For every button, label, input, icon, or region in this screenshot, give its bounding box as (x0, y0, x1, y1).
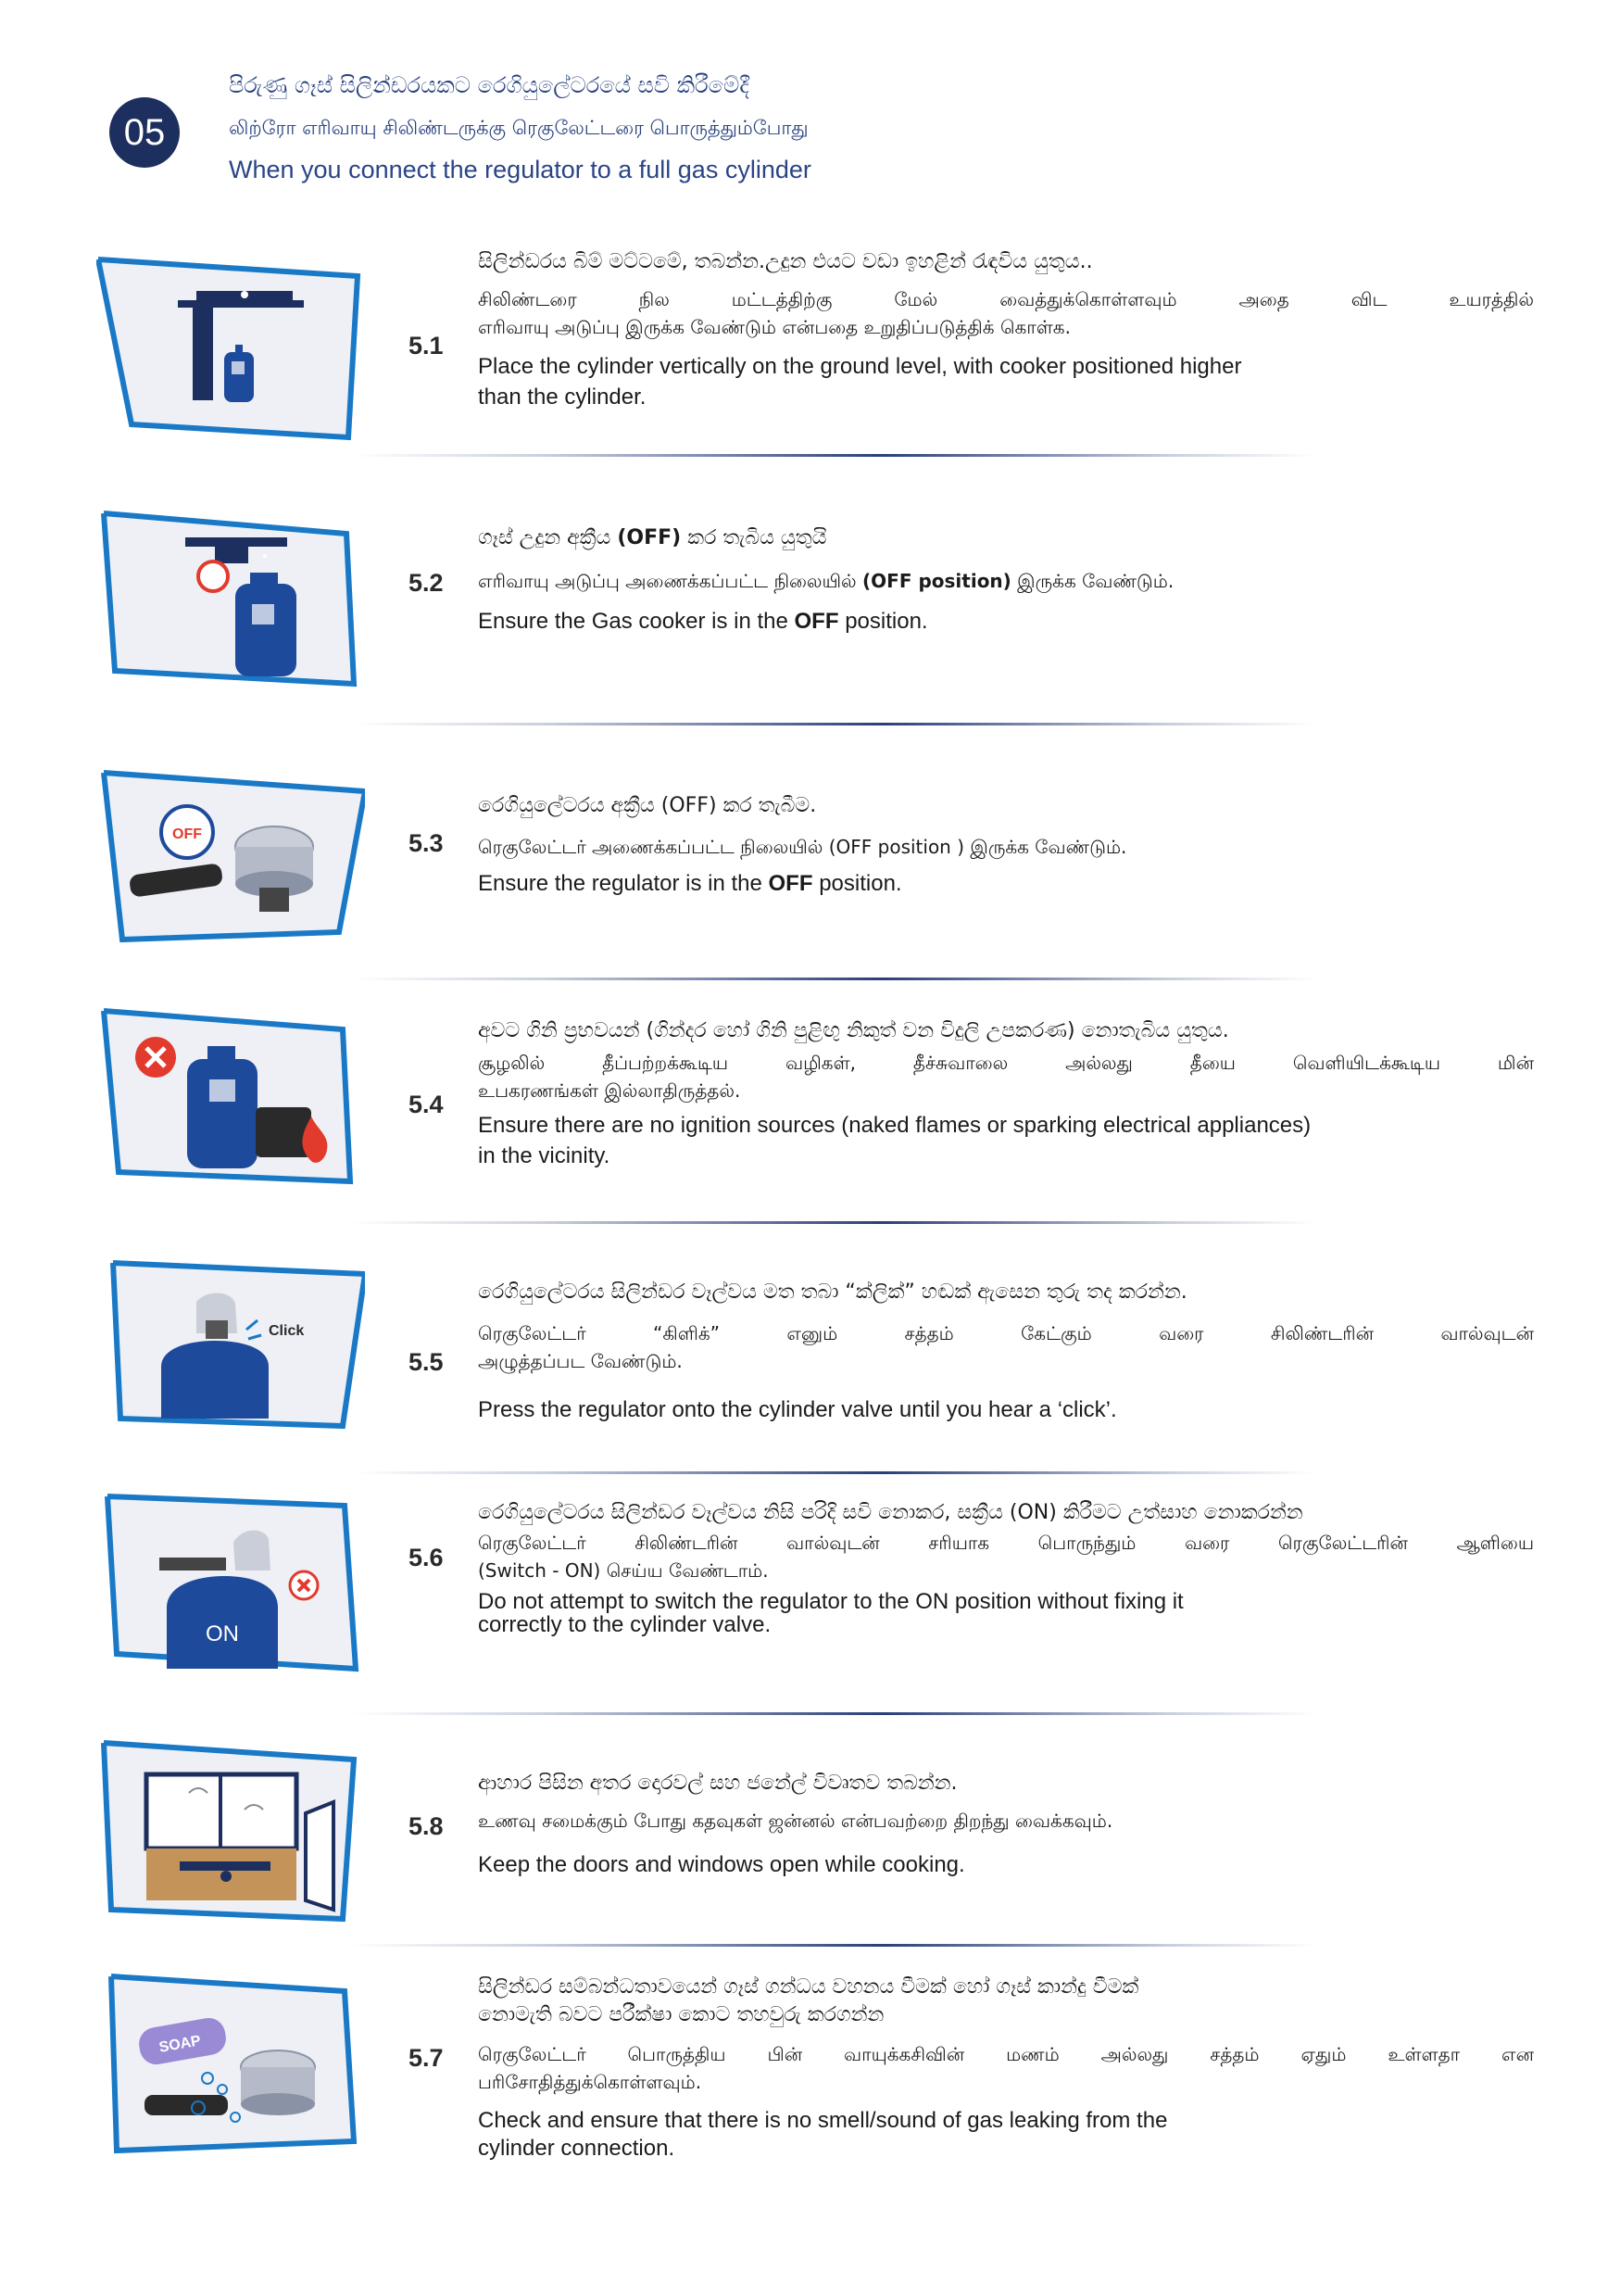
step-text-english: Press the regulator onto the cylinder valve until you hear a ‘click’. (478, 1397, 1117, 1422)
heading-sinhala: පිරුණු ගෑස් සිලින්ඩරයකට රෙගියුලේටරයේ සවි කිරීමේදී (229, 72, 749, 98)
step-text-sinhala: රෙගියුලේටරය අක්‍රීය (OFF) කර තැබීම. (478, 794, 817, 817)
step-number: 5.2 (408, 569, 444, 597)
step-number: 5.5 (408, 1348, 444, 1376)
step-number: 5.6 (408, 1544, 444, 1571)
step-text-sinhala: ආහාර පිසින අතර දොරවල් සහ ජනේල් විවෘතව තබන්න. (478, 1772, 958, 1795)
step-text-tamil-line1: சூழலில் தீப்பற்றக்கூடிய வழிகள், தீச்சுவாலை அல்லது தீயை வெளியிடக்கூடிய மின் (478, 1052, 1534, 1074)
step-text-sinhala: රෙගියුලේටරය සිලින්ඩර වෑල්වය මත තබා “ක්ලික්” හඬක් ඇසෙන තුරු තද කරන්න. (478, 1280, 1187, 1304)
step-number: 5.7 (408, 2044, 444, 2072)
step-text-tamil-line1: ரெகுலேட்டர் “கிளிக்” எனும் சத்தம் கேட்கும் வரை சிலிண்டரின் வால்வுடன் (478, 1322, 1534, 1344)
step-text-tamil-line2: பரிசோதித்துக்கொள்ளவும். (478, 2071, 702, 2093)
step-text-sinhala: සිලින්ඩරය බිම් මට්ටමේ, තබන්න.උදුන එයට වඩා ඉහළින් රැඳවිය යුතුය.. (478, 250, 1093, 273)
section-number-badge: 05 (109, 97, 180, 168)
heading-tamil: லிற்ரோ எரிவாயு சிலிண்டருக்கு ரெகுலேட்டரை பொருத்தும்போது (229, 117, 809, 139)
heading-english: When you connect the regulator to a full gas cylinder (229, 156, 811, 183)
divider (352, 1221, 1315, 1224)
step-text-sinhala: රෙගියුලේටරය සිලින්ඩර වෑල්වය නිසි පරිදි සවි නොකර, සක්‍රීය (ON) කිරීමට උත්සාහ නොකරන්න (478, 1501, 1303, 1524)
step-text-english-line2: cylinder connection. (478, 2136, 675, 2161)
soap-leak-check-illustration (96, 1969, 365, 2154)
step-number: 5.4 (408, 1091, 444, 1118)
step-text-english-line1: Place the cylinder vertically on the ground level, with cooker positioned higher (478, 354, 1242, 379)
no-ignition-sources-illustration (96, 1005, 365, 1191)
step-text-sinhala-line1: සිලින්ඩර සම්බන්ධතාවයෙන් ගෑස් ගන්ධය වහනය වීමක් හෝ ගෑස් කාන්දු වීමක් (478, 1975, 1139, 1999)
divider (352, 454, 1315, 457)
step-text-tamil: ரெகுலேட்டர் அணைக்கப்பட்ட நிலையில் (OFF position ) இருக்க வேண்டும். (478, 836, 1127, 858)
do-not-switch-on-illustration (96, 1487, 365, 1672)
step-text-english-line2: in the vicinity. (478, 1143, 610, 1168)
on-label: ON (206, 1621, 239, 1646)
step-text-sinhala-line2: නොමැති බවට පරීක්ෂා කොට තහවුරු කරගන්න (478, 2003, 885, 2026)
divider (352, 723, 1315, 725)
click-label: Click (269, 1323, 305, 1339)
step-text-tamil: எரிவாயு அடுப்பு அணைக்கப்பட்ட நிலையில் (OFF position) இருக்க வேண்டும். (478, 570, 1175, 592)
step-text-tamil-line2: எரிவாயு அடுப்பு இருக்க வேண்டும் என்பதை உறுதிப்படுத்திக் கொள்க. (478, 316, 1071, 338)
step-text-english-line1: Ensure there are no ignition sources (naked flames or sparking electrical appliances) (478, 1113, 1312, 1138)
step-number: 5.3 (408, 829, 444, 857)
regulator-off-illustration (96, 767, 365, 943)
divider (352, 1471, 1315, 1474)
step-text-english-line1: Check and ensure that there is no smell/sound of gas leaking from the (478, 2108, 1168, 2133)
step-text-english: Ensure the Gas cooker is in the OFF position. (478, 609, 928, 634)
step-text-english-line2: than the cylinder. (478, 385, 647, 410)
off-label: OFF (172, 826, 202, 842)
step-text-english: Keep the doors and windows open while cooking. (478, 1852, 965, 1877)
step-number: 5.8 (408, 1812, 444, 1840)
divider (352, 1944, 1315, 1947)
cylinder-below-cooker-illustration (96, 252, 365, 447)
divider (352, 978, 1315, 980)
step-text-tamil-line2: உபகரணங்கள் இல்லாதிருத்தல். (478, 1079, 741, 1102)
step-text-tamil-line2: அழுத்தப்பட வேண்டும். (478, 1350, 683, 1372)
step-text-english-line2: correctly to the cylinder valve. (478, 1612, 772, 1637)
step-text-sinhala: ගෑස් උදුන අක්‍රීය (OFF) කර තැබිය යුතුයි (478, 526, 827, 549)
press-regulator-click-illustration (96, 1255, 365, 1441)
step-text-sinhala: අවට ගිනි ප්‍රභවයන් (ගින්දර හෝ ගිනි පුළිඟු නිකුත් වන විදුලි උපකරණ) නොතැබිය යුතුය. (478, 1019, 1229, 1042)
step-text-tamil-line1: சிலிண்டரை நில மட்டத்திற்கு மேல் வைத்துக்கொள்ளவும் அதை விட உயரத்தில் (478, 288, 1534, 310)
soap-label: SOAP (157, 2033, 203, 2056)
gas-cooker-off-illustration (96, 508, 365, 693)
step-text-english-line1: Do not attempt to switch the regulator to the ON position without fixing it (478, 1589, 1184, 1614)
step-text-tamil-line1: ரெகுலேட்டர் பொருத்திய பின் வாயுக்கசிவின் மணம் அல்லது சத்தம் ஏதும் உள்ளதா என (478, 2043, 1534, 2065)
step-number: 5.1 (408, 332, 444, 360)
step-text-tamil-line1: ரெகுலேட்டர் சிலிண்டரின் வால்வுடன் சரியாக பொருந்தும் வரை ரெகுலேட்டரின் ஆளியை (478, 1532, 1534, 1554)
step-text-english: Ensure the regulator is in the OFF position. (478, 871, 902, 896)
step-text-tamil-line2: (Switch - ON) செய்ய வேண்டாம். (478, 1559, 769, 1582)
divider (352, 1712, 1315, 1715)
open-doors-windows-illustration (96, 1737, 365, 1923)
step-text-tamil: உணவு சமைக்கும் போது கதவுகள் ஜன்னல் என்பவற்றை திறந்து வைக்கவும். (478, 1810, 1113, 1832)
